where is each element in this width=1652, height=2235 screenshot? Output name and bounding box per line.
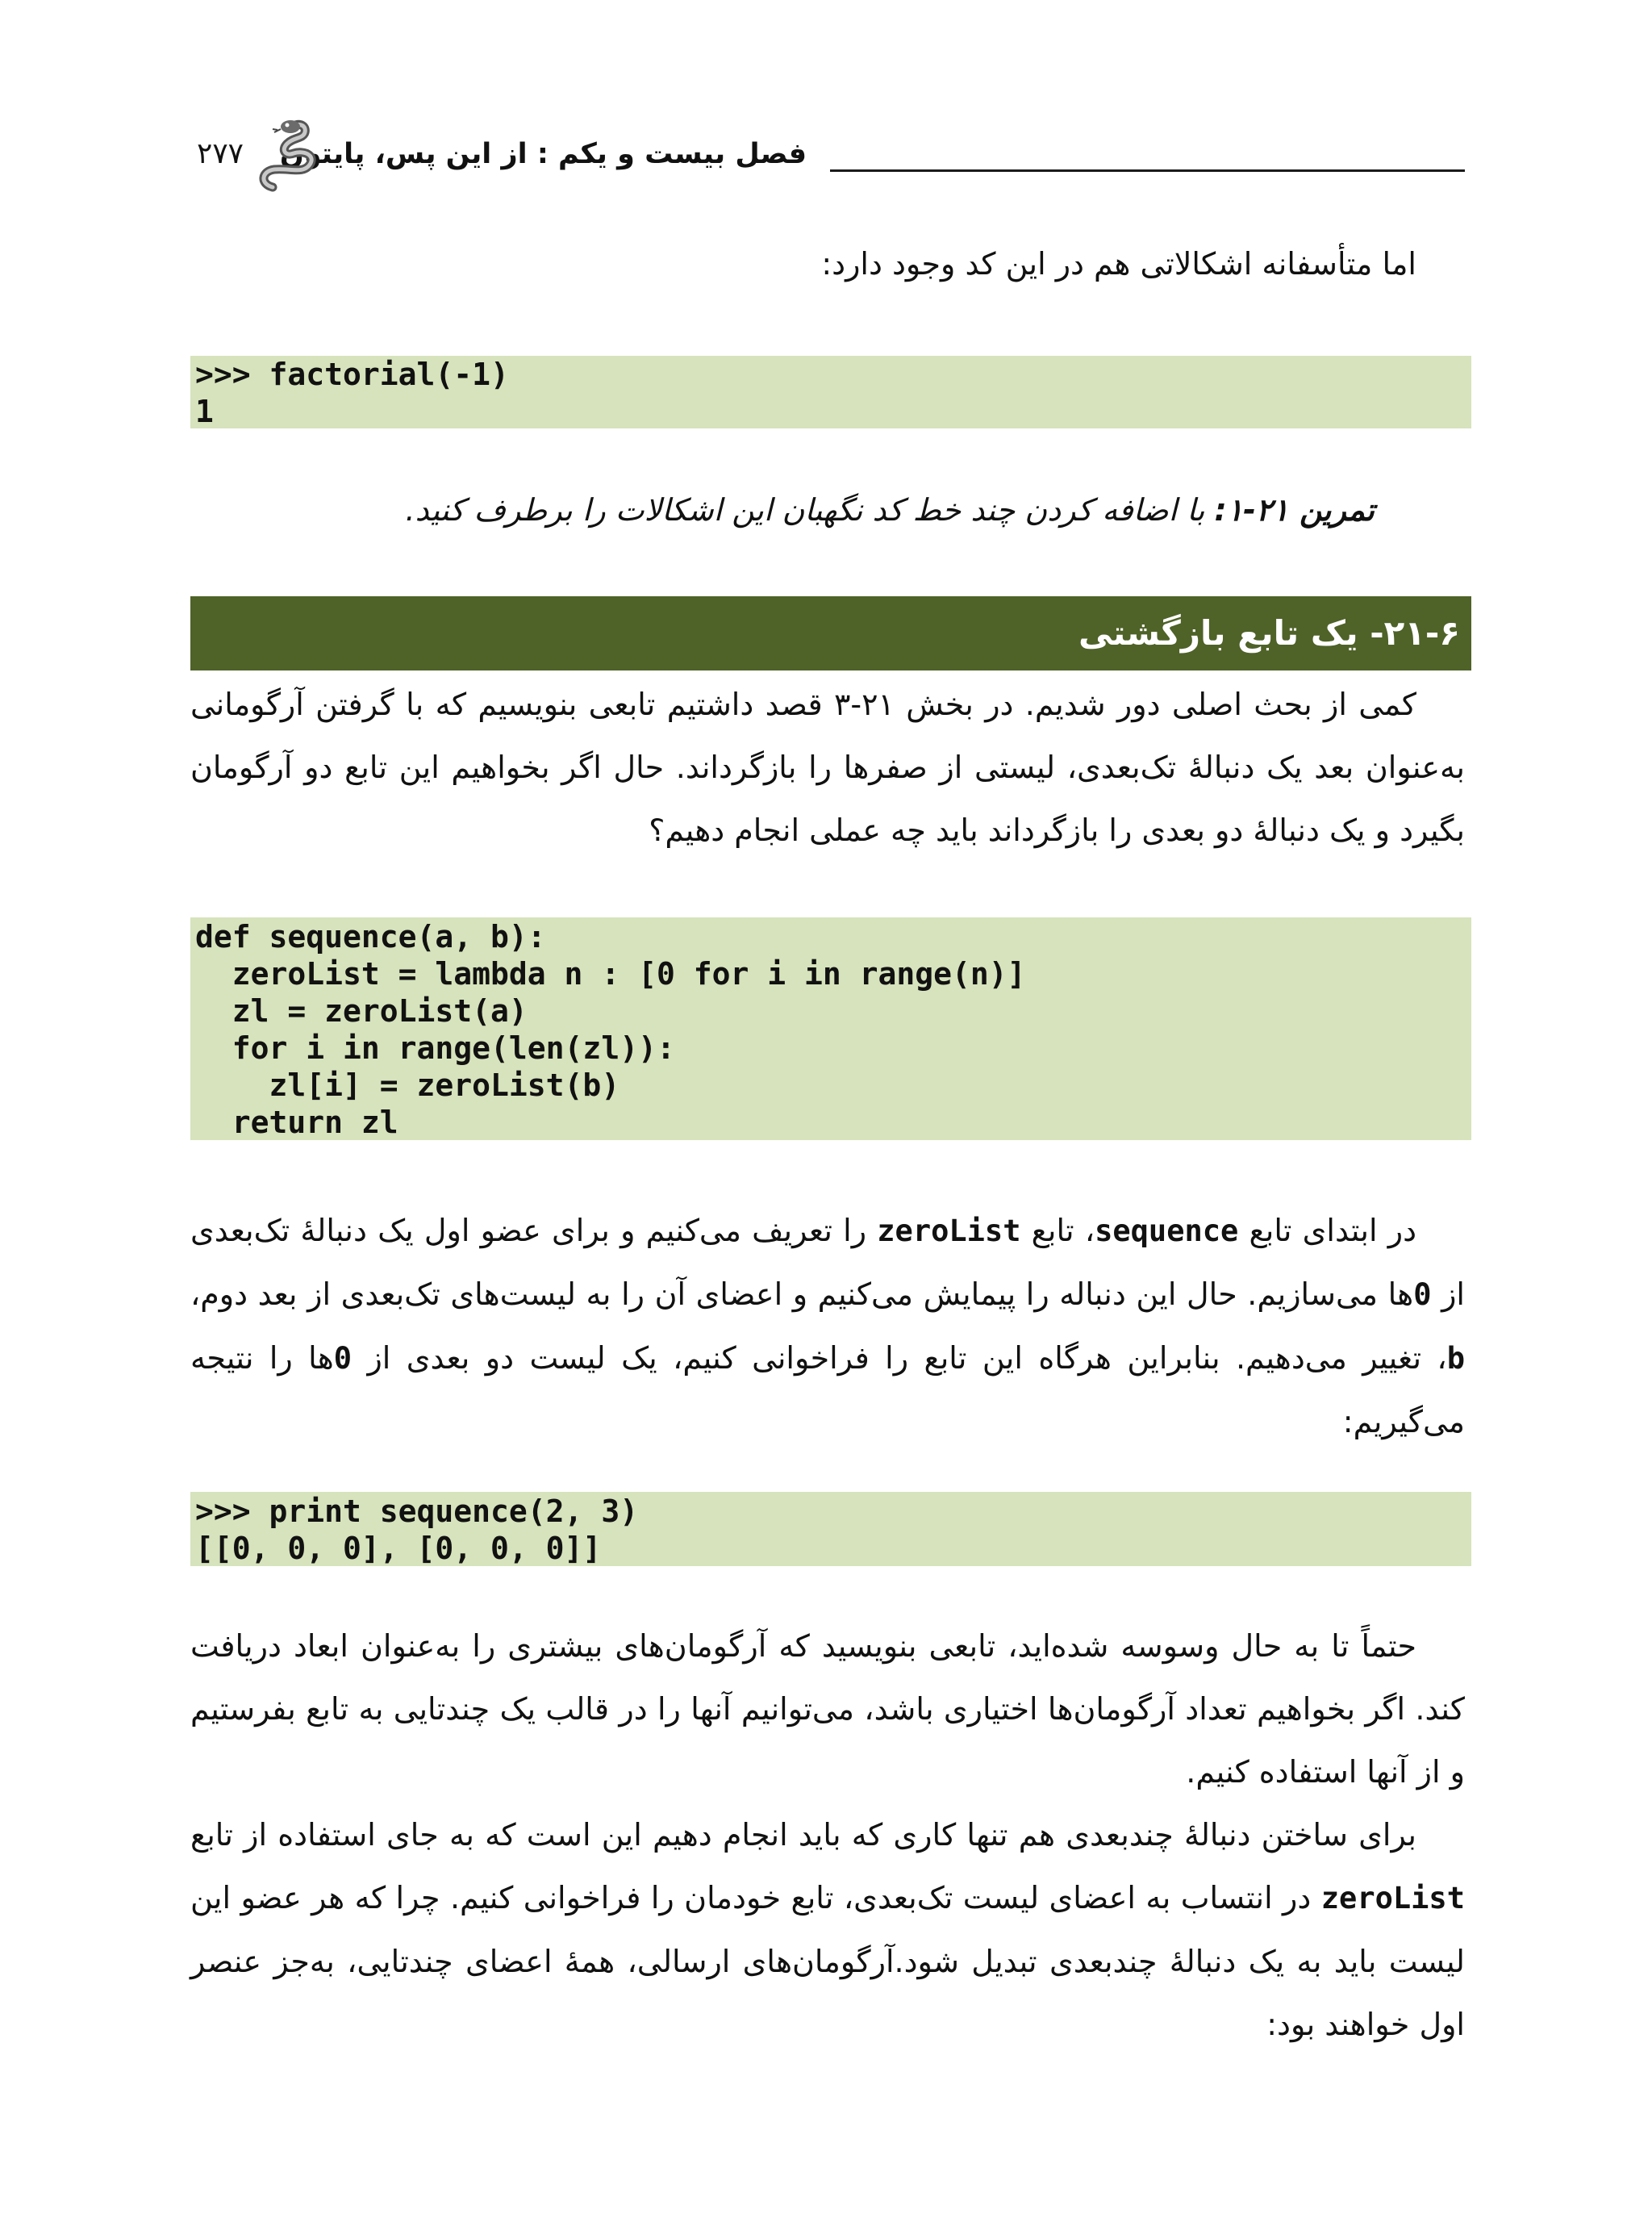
- code-block-factorial: [190, 356, 1471, 428]
- chapter-title: فصل بیست و یکم : از این پس، پایتون: [279, 138, 807, 170]
- paragraph-sequence-explanation: در ابتدای تابع sequence، تابع zeroList را تعریف می‌کنیم و برای عضو اول یک دنبالهٔ تک‌بعدی از 0ها می‌سازیم. حال این دنباله را پیمایش می‌کنیم و اعضای آن را به لیست‌های تک‌بعدی از بعد دوم، b، تغییر می‌دهیم. بنابراین هرگاه این تابع را فراخوانی کنیم، یک لیست دو بعدی از 0ها را نتیجه می‌گیریم:: [190, 1213, 1465, 1439]
- code-text: >>> print sequence(2, 3) [[0, 0, 0], [0, 0, 0]]: [195, 1493, 639, 1566]
- paragraph-multi-dim: حتماً تا به حال وسوسه شده‌اید، تابعی بنویسید که آرگومان‌های بیشتری را به‌عنوان ابعاد دریافت کند. اگر بخواهیم تعداد آرگومان‌ها اختیاری باشد، می‌توانیم آنها را در قالب یک چندتایی به تابع بفرستیم و از آنها استفاده کنیم.: [190, 1628, 1465, 1790]
- inline-code: zeroList: [1320, 1881, 1465, 1915]
- section-heading-bar: [190, 596, 1471, 670]
- exercise-text: با اضافه کردن چند خط کد نگهبان این اشکالات را برطرف کنید.: [405, 492, 1215, 528]
- paragraph-intro-recursion: کمی از بحث اصلی دور شدیم. در بخش ۲۱-۳ قصد داشتیم تابعی بنویسیم که با گرفتن آرگومانی به‌عنوان بعد یک دنبالهٔ تک‌بعدی، لیستی از صفرها را بازگرداند. حال اگر بخواهیم این تابع دو آرگومان بگیرد و یک دنبالهٔ دو بعدی را بازگرداند باید چه عملی انجام دهیم؟: [190, 687, 1465, 848]
- code-block-print: [190, 1492, 1471, 1566]
- code-block-sequence: [190, 917, 1471, 1140]
- inline-code: zeroList: [877, 1214, 1021, 1248]
- exercise-label: تمرین ۲۱-۱:: [1214, 492, 1375, 528]
- header-rule: [830, 169, 1465, 172]
- code-text: def sequence(a, b): zeroList = lambda n : [0 for i in range(n)] zl = zeroList(a) for i in range(len(zl)): zl[i] = zeroList(b) return zl: [195, 919, 1026, 1140]
- paragraph-multi-dim-recursion: برای ساختن دنبالهٔ چندبعدی هم تنها کاری که باید انجام دهیم این است که به جای استفاده از تابع zeroList در انتساب به اعضای لیست تک‌بعدی، تابع خودمان را فراخوانی کنیم. چرا که هر عضو این لیست باید به یک دنبالهٔ چندبعدی تبدیل شود.آرگومان‌های ارسالی، همهٔ اعضای چندتایی، به‌جز عنصر اول خواهند بود:: [190, 1817, 1465, 2042]
- exercise-line: [405, 482, 1375, 538]
- page-number: ۲۷۷: [197, 137, 244, 170]
- inline-code: b: [1446, 1341, 1465, 1376]
- snake-icon: [253, 118, 329, 197]
- inline-code: sequence: [1095, 1214, 1239, 1248]
- inline-code: 0: [1413, 1277, 1432, 1312]
- code-text: >>> factorial(-1) 1: [195, 357, 509, 429]
- section-title: ۲۱-۶- یک تابع بازگشتی: [1078, 613, 1460, 653]
- intro-text: اما متأسفانه اشکالاتی هم در این کد وجود دارد:: [821, 246, 1416, 282]
- inline-code: 0: [333, 1341, 353, 1376]
